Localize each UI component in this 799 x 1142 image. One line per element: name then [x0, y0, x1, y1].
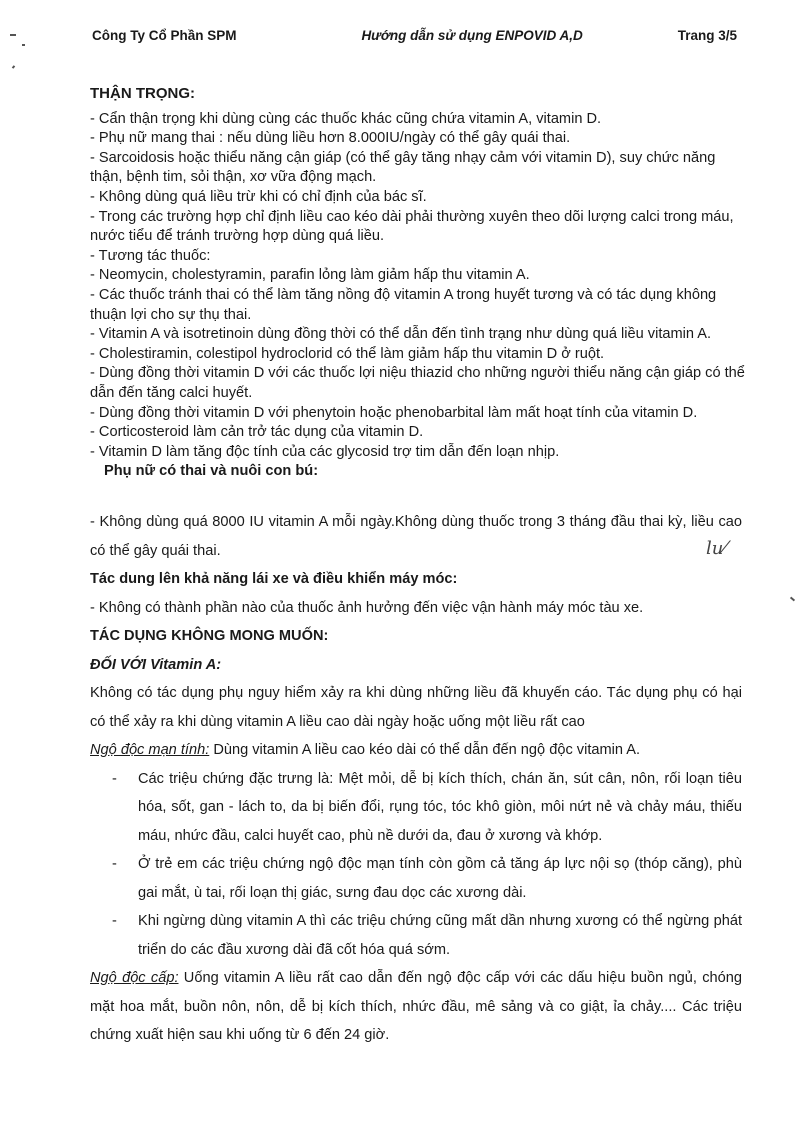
pregnancy-text: - Không dùng quá 8000 IU vitamin A mỗi ngày.Không dùng thuốc trong 3 tháng đầu thai kỳ, liều cao có thể gây quái thai. — [90, 514, 742, 559]
precaution-line: - Cholestiramin, colestipol hydroclorid có thể làm giảm hấp thu vitamin D ở ruột. — [90, 345, 605, 362]
chronic-text: Dùng vitamin A liều cao kéo dài có thể dẫn đến ngộ độc vitamin A. — [209, 742, 641, 758]
acute-paragraph — [90, 964, 742, 1050]
precautions-heading: THẬN TRỌNG: — [90, 85, 195, 102]
company-name: Công Ty Cổ Phần SPM — [92, 28, 237, 43]
document-title: Hướng dẫn sử dụng ENPOVID A,D — [361, 28, 583, 43]
precaution-line: - Phụ nữ mang thai : nếu dùng liều hơn 8.000IU/ngày có thể gây quái thai. — [90, 130, 571, 147]
list-item — [112, 907, 742, 964]
bullet-text: Các triệu chứng đặc trưng là: Mệt mỏi, dễ bị kích thích, chán ăn, sút cân, nôn, rối loạn tiêu hóa, sốt, gan - lách to, da bị biến đổi, rụng tóc, tóc khô giòn, môi nứt nẻ và chảy máu, thiếu máu, nhức đầu, calci huyết cao, phù nề dưới da, đau ở xương và khớp. — [138, 770, 742, 844]
scan-speck — [12, 65, 15, 69]
scan-speck — [790, 597, 795, 602]
bullet-dash: - — [112, 770, 117, 787]
precautions-section — [90, 84, 750, 482]
chronic-paragraph — [90, 736, 742, 765]
vitamin-a-heading: ĐỐI VỚI Vitamin A: — [90, 656, 222, 673]
precaution-line: - Sarcoidosis hoặc thiểu năng cận giáp (có thể gây tăng nhạy cảm với vitamin D), suy chức năng thận, bệnh tim, sỏi thận, xơ vữa động mạch. — [90, 149, 716, 186]
precaution-line: - Các thuốc tránh thai có thể làm tăng nồng độ vitamin A trong huyết tương và có tác dụng không thuận lợi cho sự thụ thai. — [90, 286, 717, 323]
list-item — [112, 765, 742, 851]
precaution-line: - Không dùng quá liều trừ khi có chỉ định của bác sĩ. — [90, 188, 427, 205]
side-effects-section — [90, 508, 742, 1050]
precaution-line: - Cẩn thận trọng khi dùng cùng các thuốc khác cũng chứa vitamin A, vitamin D. — [90, 110, 602, 127]
page-number: Trang 3/5 — [677, 28, 737, 43]
pregnancy-heading: Phụ nữ có thai và nuôi con bú: — [104, 463, 319, 480]
side-effects-heading: TÁC DỤNG KHÔNG MONG MUỐN: — [90, 628, 329, 644]
acute-text: Uống vitamin A liều rất cao dẫn đến ngộ độc cấp với các dấu hiệu buồn ngủ, chóng mặt hoa mắt, buồn nôn, nôn, dễ bị kích thích, nhức đầu, mê sảng và co giật, ỉa chảy.... Các triệu chứng xuất hiện sau khi uống từ 6 đến 24 giờ. — [90, 970, 742, 1043]
bullet-dash: - — [112, 913, 117, 929]
scan-speck — [10, 34, 16, 36]
precaution-line: - Dùng đồng thời vitamin D với các thuốc lợi niệu thiazid cho những người thiểu năng cận giáp có thể dẫn đến tăng calci huyết. — [90, 365, 745, 401]
chronic-label: Ngộ độc mạn tính: — [90, 742, 210, 758]
acute-label: Ngộ độc cấp: — [90, 970, 179, 986]
bullet-text: Ở trẻ em các triệu chứng ngộ độc mạn tính còn gồm cả tăng áp lực nội sọ (thóp căng), phù gai mắt, ù tai, rối loạn thị giác, sưng đau dọc các xương dài. — [138, 856, 742, 901]
list-item — [112, 850, 742, 907]
precaution-line: - Vitamin D làm tăng độc tính của các glycosid trợ tim dẫn đến loạn nhịp. — [90, 443, 560, 460]
bullet-dash: - — [112, 856, 117, 872]
initials-mark: lu⁄ — [706, 538, 727, 559]
precaution-line: - Vitamin A và isotretinoin dùng đồng thời có thể dẫn đến tình trạng như dùng quá liều vitamin A. — [90, 326, 712, 343]
driving-text: - Không có thành phần nào của thuốc ảnh hưởng đến việc vận hành máy móc tàu xe. — [90, 599, 644, 616]
side-effects-intro: Không có tác dụng phụ nguy hiểm xảy ra khi dùng những liều đã khuyến cáo. Tác dụng phụ có hại có thể xảy ra khi dùng vitamin A liều cao dài ngày hoặc uống một liều rất cao — [90, 685, 742, 730]
precaution-line: - Neomycin, cholestyramin, parafin lỏng làm giảm hấp thu vitamin A. — [90, 267, 530, 284]
precaution-line: - Trong các trường hợp chỉ định liều cao kéo dài phải thường xuyên theo dõi lượng calci trong máu, nước tiểu để tránh trường hợp dùng quá liều. — [90, 208, 734, 245]
driving-heading: Tác dung lên khả năng lái xe và điều khiển máy móc: — [90, 571, 458, 587]
scan-speck — [22, 44, 25, 46]
precaution-line: - Tương tác thuốc: — [90, 247, 211, 264]
precaution-line: - Corticosteroid làm cản trở tác dụng của vitamin D. — [90, 424, 424, 441]
page-header — [92, 28, 737, 43]
precaution-line: - Dùng đồng thời vitamin D với phenytoin hoặc phenobarbital làm mất hoạt tính của vitamin D. — [90, 404, 698, 421]
bullet-text: Khi ngừng dùng vitamin A thì các triệu chứng cũng mất dần nhưng xương có thể ngừng phát triển do các đầu xương dài đã cốt hóa quá sớm. — [138, 913, 742, 958]
